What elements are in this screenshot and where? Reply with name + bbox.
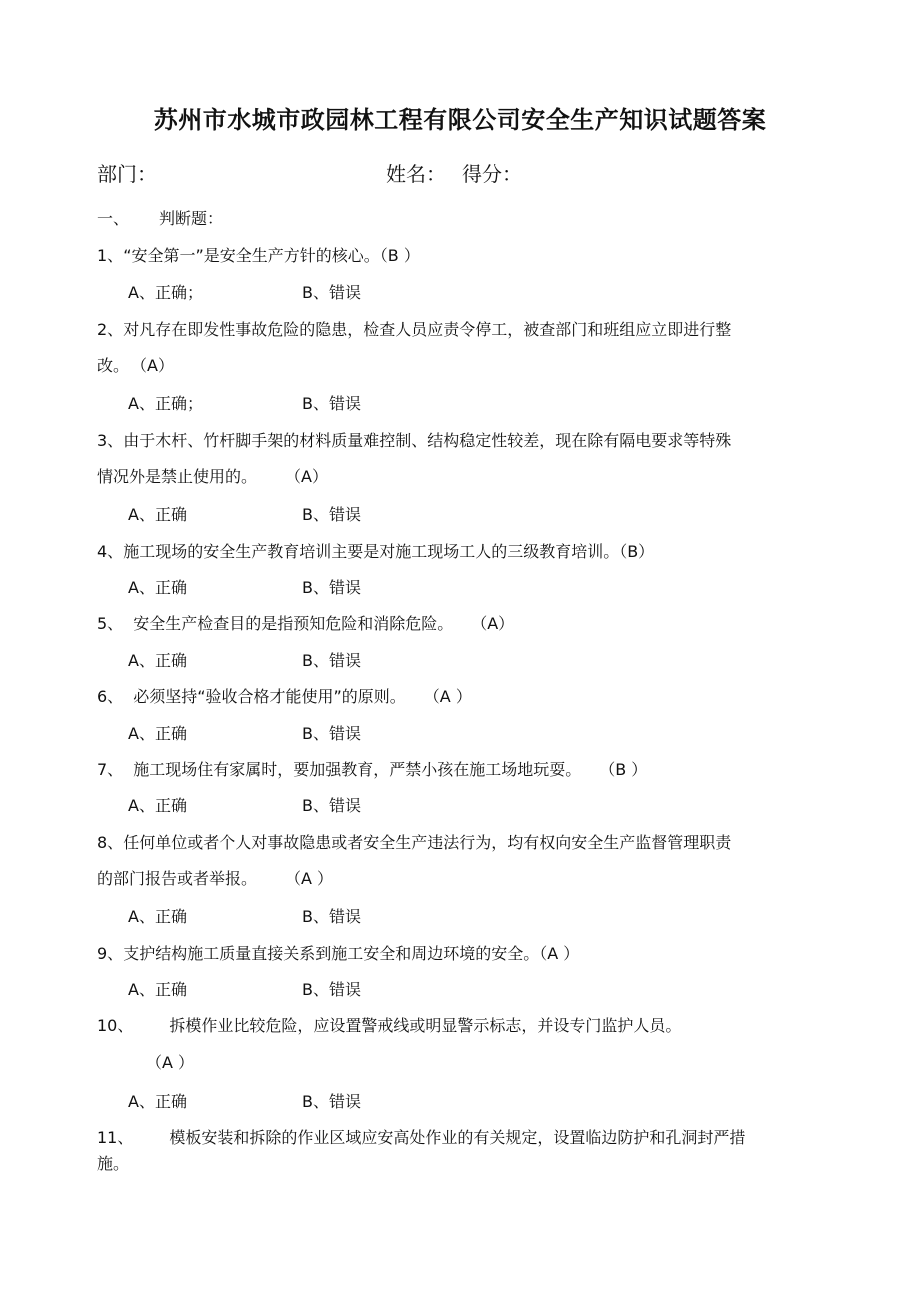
question-2-cont: 改。 （A） — [97, 356, 174, 375]
question-9: 9、支护结构施工质量直接关系到施工安全和周边环境的安全。（A ） — [97, 944, 580, 963]
question-6: 6、 必须坚持“验收合格才能使用”的原则。 （A ） — [97, 687, 472, 706]
option-b: B、错误 — [302, 578, 361, 597]
option-b: B、错误 — [302, 283, 361, 302]
option-a: A、正确 — [128, 505, 187, 524]
option-b: B、错误 — [302, 394, 361, 413]
option-b: B、错误 — [302, 1092, 361, 1111]
question-7: 7、 施工现场住有家属时，要加强教育，严禁小孩在施工场地玩耍。 （B ） — [97, 760, 648, 779]
section-heading — [97, 206, 223, 229]
question-2: 2、对凡存在即发性事故危险的隐患，检查人员应责令停工，被查部门和班组应立即进行整 — [97, 320, 732, 339]
document-title: 苏州市水城市政园林工程有限公司安全生产知识试题答案 — [153, 106, 767, 134]
answer-5: （A） — [479, 614, 515, 633]
option-b: B、错误 — [302, 724, 361, 743]
option-a: A、正确 — [128, 651, 187, 670]
question-4: 4、施工现场的安全生产教育培训主要是对施工现场工人的三级教育培训。（B） — [97, 542, 655, 561]
question-11-cont: 施。 — [97, 1154, 130, 1173]
option-a: A、正确 — [128, 578, 187, 597]
question-10-cont — [146, 1050, 194, 1073]
answer-10: （A ） — [146, 1053, 195, 1072]
option-b: B、错误 — [302, 907, 361, 926]
question-8-cont: 的部门报告或者举报。 （A ） — [97, 869, 334, 888]
question-1: 1、“安全第一”是安全生产方针的核心。（B ） — [97, 246, 420, 265]
answer-6: （A ） — [431, 687, 472, 706]
answer-8: （A ） — [293, 869, 334, 888]
question-5: 5、 安全生产检查目的是指预知危险和消除危险。 （A） — [97, 614, 515, 633]
question-8: 8、任何单位或者个人对事故隐患或者安全生产违法行为，均有权向安全生产监督管理职责 — [97, 833, 732, 852]
question-11: 11、 模板安装和拆除的作业区域应安高处作业的有关规定，设置临边防护和孔洞封严措 — [97, 1128, 746, 1147]
option-a: A、正确 — [128, 907, 187, 926]
question-3: 3、由于木杆、竹杆脚手架的材料质量难控制、结构稳定性较差，现在除有隔电要求等特殊 — [97, 431, 732, 450]
option-b: B、错误 — [302, 505, 361, 524]
answer-7: （B ） — [607, 760, 648, 779]
name-label: 姓名： — [386, 162, 446, 186]
option-a: A、正确 — [128, 980, 187, 999]
option-b: B、错误 — [302, 980, 361, 999]
dept-label: 部门： — [97, 162, 157, 186]
option-a: A、正确 — [128, 1092, 187, 1111]
option-a: A、正确 — [128, 724, 187, 743]
section-label: 判断题： — [159, 209, 224, 228]
answer-2: （A） — [139, 356, 174, 375]
answer-4: （B） — [619, 542, 655, 561]
answer-3: （A） — [293, 467, 328, 486]
answer-1: （B ） — [379, 246, 420, 265]
score-label: 得分： — [462, 162, 522, 186]
option-a: A、正确 — [128, 796, 187, 815]
option-b: B、错误 — [302, 796, 361, 815]
option-b: B、错误 — [302, 651, 361, 670]
option-a: A、正确； — [128, 283, 203, 302]
section-number: 一、 — [97, 209, 130, 228]
question-3-cont: 情况外是禁止使用的。 （A） — [97, 467, 328, 486]
option-a: A、正确； — [128, 394, 203, 413]
question-10: 10、 拆模作业比较危险，应设置警戒线或明显警示标志，并设专门监护人员。 — [97, 1016, 682, 1035]
answer-9: （A ） — [539, 944, 580, 963]
